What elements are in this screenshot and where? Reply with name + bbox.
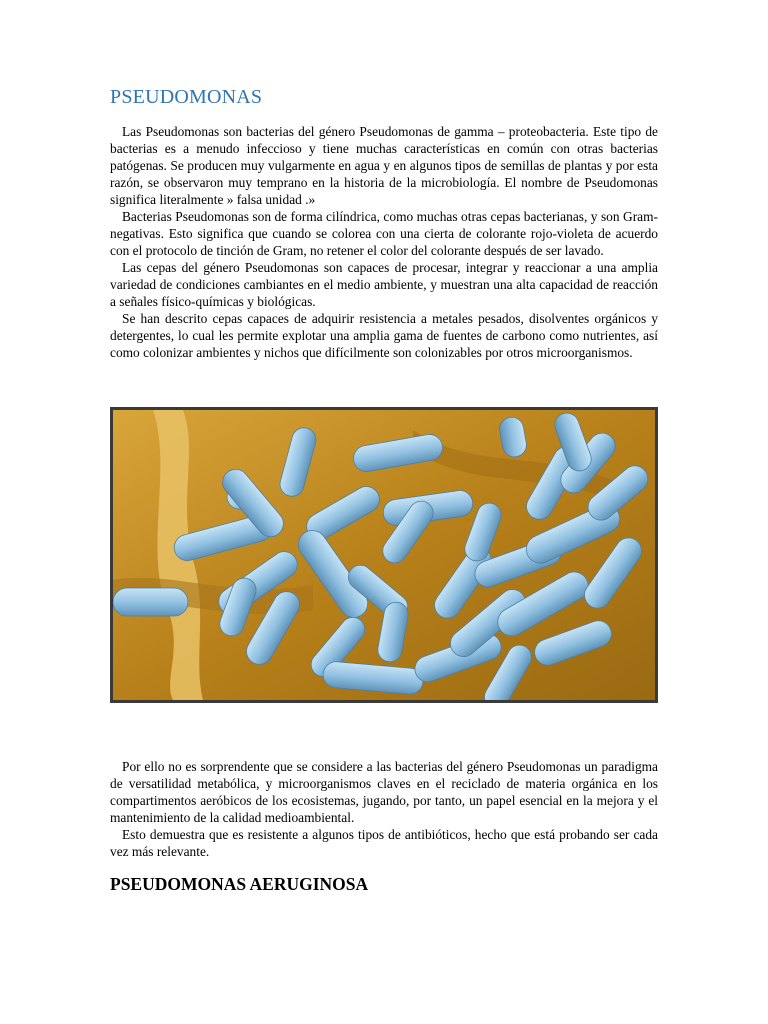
bacterium xyxy=(113,588,188,616)
paragraph: Se han descrito cepas capaces de adquirir resistencia a metales pesados, disolventes orgánicos y detergentes, lo cual les permite explotar una amplia gama de fuentes de carbono como nutrientes, así como colonizar ambientes y nichos que difícilmente son colonizables por otros microorganismos. xyxy=(110,311,658,360)
document-title: PSEUDOMONAS xyxy=(110,86,263,108)
micrograph-illustration xyxy=(113,410,655,700)
bacteria-micrograph-image xyxy=(110,407,658,703)
closing-text-block xyxy=(110,758,658,860)
paragraph: Por ello no es sorprendente que se considere a las bacterias del género Pseudomonas un paradigma de versatilidad metabólica, y microorganismos claves en el reciclado de materia orgánica en los compartimentos aeróbicos de los ecosistemas, jugando, por tanto, un papel esencial en la mejora y el mantenimiento de la calidad medioambiental. xyxy=(110,759,658,825)
paragraph: Las Pseudomonas son bacterias del género Pseudomonas de gamma – proteobacteria. Este tipo de bacterias es a menudo infeccioso y tiene muchas características en común con otras bacterias patógenas. Se producen muy vulgarmente en agua y en algunos tipos de semillas de plantas y por esta razón, se observaron muy temprano en la historia de la microbiología. El nombre de Pseudomonas significa literalmente » falsa unidad .» xyxy=(110,124,658,207)
section-heading: PSEUDOMONAS AERUGINOSA xyxy=(110,874,369,894)
intro-text-block xyxy=(110,123,658,361)
paragraph: Esto demuestra que es resistente a algunos tipos de antibióticos, hecho que está probando ser cada vez más relevante. xyxy=(110,827,658,859)
paragraph: Bacterias Pseudomonas son de forma cilíndrica, como muchas otras cepas bacterianas, y son Gram-negativas. Esto significa que cuando se colorea con una cierta de colorante rojo-violeta de acuerdo con el protocolo de tinción de Gram, no retener el color del colorante después de ser lavado. xyxy=(110,209,658,258)
paragraph: Las cepas del género Pseudomonas son capaces de procesar, integrar y reaccionar a una amplia variedad de condiciones cambiantes en el medio ambiente, y muestran una alta capacidad de reacción a señales físico-químicas y biológicas. xyxy=(110,260,658,309)
